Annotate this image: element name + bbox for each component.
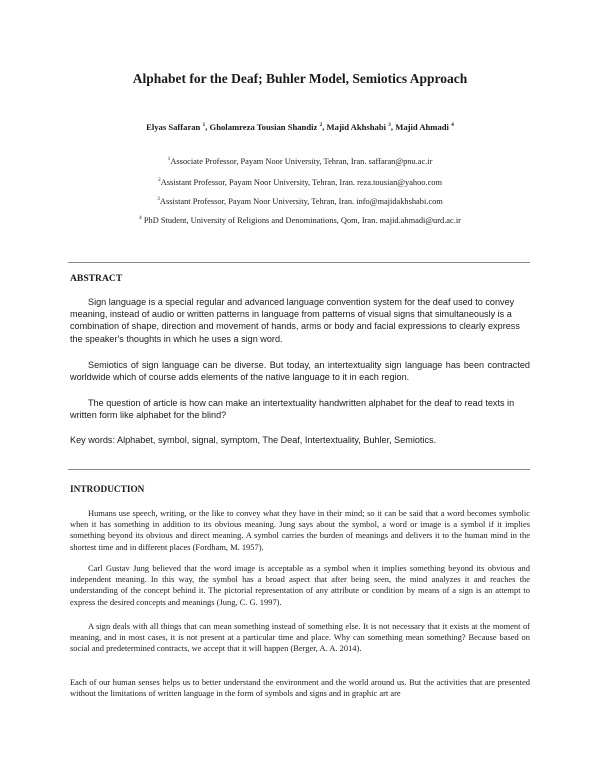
author-affiliation-mark: 3 — [388, 122, 391, 129]
abstract-paragraph: Sign language is a special regular and advanced language convention system for the deaf used to convey meaning, instead of audio or written patterns in language from patterns of visual signs that simultaneously is a combination of shape, direction and movement of hands, arms or body and facial expressions to clearly express the speaker's thoughts in which he uses a sign word. — [70, 297, 520, 344]
keywords: Key words: Alphabet, symbol, signal, symptom, The Deaf, Intertextuality, Buhler, Semiotics. — [70, 435, 437, 445]
introduction-paragraph: Humans use speech, writing, or the like to convey what they have in their mind; so it can be said that a word becomes symbolic when it has something in addition to its obvious meaning. Jung says about the symbol, a word or image is a symbol if it implies something beyond its obvious and direct meaning. A symbol carries the burden of meanings and delivers it to the human mind in the shortest time and in different places (Fordham, M. 1957). — [70, 508, 530, 552]
affiliation-mark: 1 — [167, 156, 171, 163]
section-divider — [68, 469, 530, 470]
author-separator: , — [205, 122, 210, 132]
abstract-paragraph: Semiotics of sign language can be diverse. But today, an intertextuality sign language has been contracted worldwide which of course adds elements of the native language to it in each region. — [70, 360, 530, 383]
author-affiliation-mark: 1 — [202, 122, 206, 129]
affiliation-text: Associate Professor, Payam Noor University, Tehran, Iran. saffaran@pnu.ac.ir — [170, 157, 433, 166]
introduction-paragraph: Carl Gustav Jung believed that the word image is acceptable as a symbol when it implies something beyond its obvious and independent meaning. In this way, the symbol has a broad aspect that after being seen, the mind analyzes it and reaches the understanding of the concept behind it. The pictorial representation of any attribute or condition by means of a sign is an attempt to express the desired concepts and meanings (Jung, C. G. 1997). — [70, 563, 530, 607]
author-list — [0, 122, 600, 132]
author-separator: , — [322, 122, 327, 132]
affiliation-text: PhD Student, University of Religions and Denominations, Qom, Iran. majid.ahmadi@urd.ac.ir — [141, 216, 461, 225]
affiliation-mark: 3 — [157, 196, 160, 203]
introduction-paragraph: A sign deals with all things that can mean something instead of something else. It is not necessary that it exists at the moment of meaning, and in most cases, it is not present at a particular time and place. Why can something mean something? Because based on social and predetermined contracts, we accept that it will happen (Berger, A. A. 2014). — [70, 621, 530, 654]
author-affiliation-mark: 4 — [451, 122, 454, 129]
author-name: Gholamreza Tousian Shandiz — [209, 122, 318, 132]
abstract-paragraph: The question of article is how can make an intertextuality handwritten alphabet for the deaf to read texts in written form like alphabet for the blind? — [70, 398, 515, 421]
affiliation-text: Assistant Professor, Payam Noor University, Tehran, Iran. reza.tousian@yahoo.com — [160, 178, 442, 187]
affiliation-text: Assistant Professor, Payam Noor University, Tehran, Iran. info@majidakhshabi.com — [159, 197, 443, 206]
introduction-paragraph: Each of our human senses helps us to better understand the environment and the world around us. But the activities that are presented without the limitations of written language in the form of symbols and signs and in graphic art are — [70, 677, 530, 699]
introduction-heading: INTRODUCTION — [70, 485, 145, 495]
author-name: Elyas Saffaran — [146, 122, 201, 132]
affiliation-line — [0, 197, 600, 206]
affiliation-mark: 4 — [139, 215, 142, 222]
author-name: Majid Ahmadi — [395, 122, 449, 132]
affiliation-line — [0, 178, 600, 187]
affiliation-line — [0, 157, 600, 166]
paper-title: Alphabet for the Deaf; Buhler Model, Semiotics Approach — [132, 71, 468, 86]
affiliation-line — [0, 216, 600, 225]
author-name: Majid Akhshabi — [326, 122, 386, 132]
abstract-heading: ABSTRACT — [70, 273, 123, 284]
section-divider — [68, 262, 530, 263]
author-affiliation-mark: 2 — [319, 122, 323, 129]
author-separator: , — [390, 122, 396, 132]
affiliation-mark: 2 — [158, 177, 161, 184]
